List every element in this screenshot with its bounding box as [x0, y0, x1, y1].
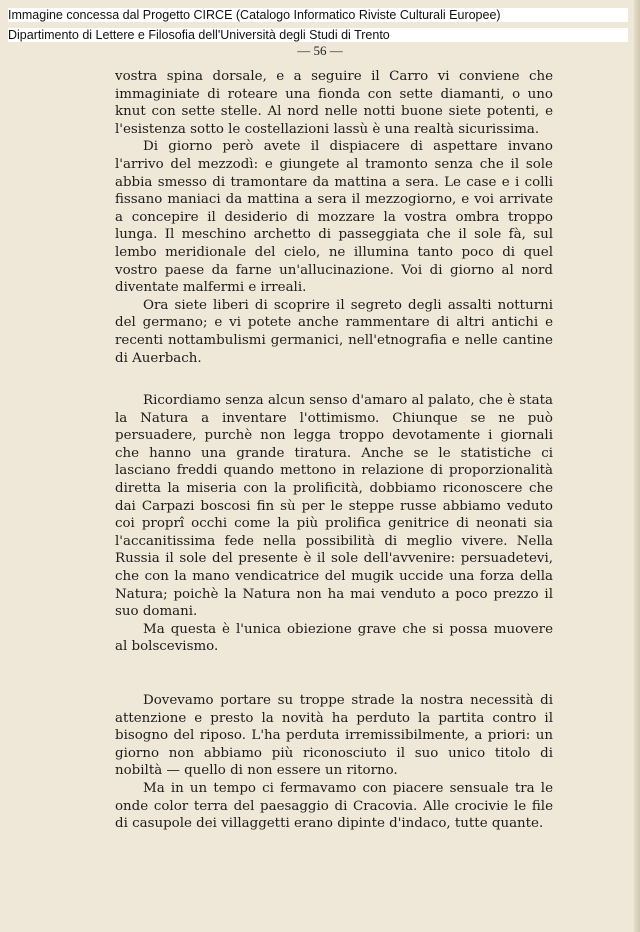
- section-2-paragraph: Ricordiamo senza alcun senso d'amaro al palato, che è stata la Natura a inventare l'ottimismo. Chiunque se ne può persuadere, purchè non legga troppo devotamente i giornali che hanno una grande tiratura. Anche se le statistiche ci lasciano freddi quando mettono in relazione di proporzionalità diretta la miseria con la prolificità, dobbiamo riconoscere che dai Carpazi boscosi fin sù per le steppe russe abbiamo veduto coi proprî occhi come la più prolifica genitrice di neonati sia l'accanitissima fede nella possibilità di meglio vivere. Nella Russia il sole del presente è il sole dell'avvenire: persuadetevi, che con la mano vendicatrice del mugik uccide una forza della Natura; poichè la Natura non ha mai venduto a poco prezzo il suo domani.: [115, 393, 553, 620]
- paragraph: Ora siete liberi di scoprire il segreto degli assalti notturni del germano; e vi potete anche rammentare di altri antichi e recenti nottambulismi germanici, nell'etnografia e nelle cantine di Auerbach.: [115, 297, 553, 366]
- credit-line-2: Dipartimento di Lettere e Filosofia dell'Università degli Studi di Trento: [8, 28, 628, 42]
- paragraph: Di giorno però avete il dispiacere di aspettare invano l'arrivo del mezzodì: e giungete al tramonto senza che il sole abbia smesso di tramontare da mattina a sera. Le case e i colli fissano maniaci da mattina a sera il mezzogiorno, e voi arrivate a concepire il desiderio di mozzare la vostra ombra troppo lunga. Il meschino archetto di passeggiata che il sole fà, sul lembo meridionale del cielo, ne illumina tanto poco di quel vostro paese da farne un'allucinazione. Voi di giorno al nord diventate malfermi e irreali.: [115, 139, 553, 296]
- section-3-paragraph: Dovevamo portare su troppe strade la nostra necessità di attenzione e presto la novità ha perduto la partita contro il bisogno del riposo. L'ha perduta irremissibilmente, a priori: un giorno non abbiamo più riconosciuto il suo unico titolo di nobiltà — quello di non essere un ritorno.: [115, 693, 553, 779]
- paragraph-continued: vostra spina dorsale, e a seguire il Carro vi conviene che immaginiate di roteare una fionda con sette diamanti, o uno knut con sette stelle. Al nord nelle notti buone siete potenti, e l'esistenza sotto le costellazioni lassù è una realtà sicurissima.: [115, 69, 553, 137]
- paragraph: Ma questa è l'unica obiezione grave che si possa muovere al bolscevismo.: [115, 621, 553, 655]
- page-edge: [634, 0, 640, 932]
- paragraph: Ma in un tempo ci fermavamo con piacere sensuale tra le onde color terra del paesaggio di Cracovia. Alle crocivie le file di casupole dei villaggetti erano dipinte d'indaco, tutte quante.: [115, 780, 553, 832]
- credit-line-1: Immagine concessa dal Progetto CIRCE (Catalogo Informatico Riviste Culturali Europee): [8, 8, 628, 22]
- page-number: — 56 —: [297, 43, 343, 58]
- article-body: [115, 68, 553, 833]
